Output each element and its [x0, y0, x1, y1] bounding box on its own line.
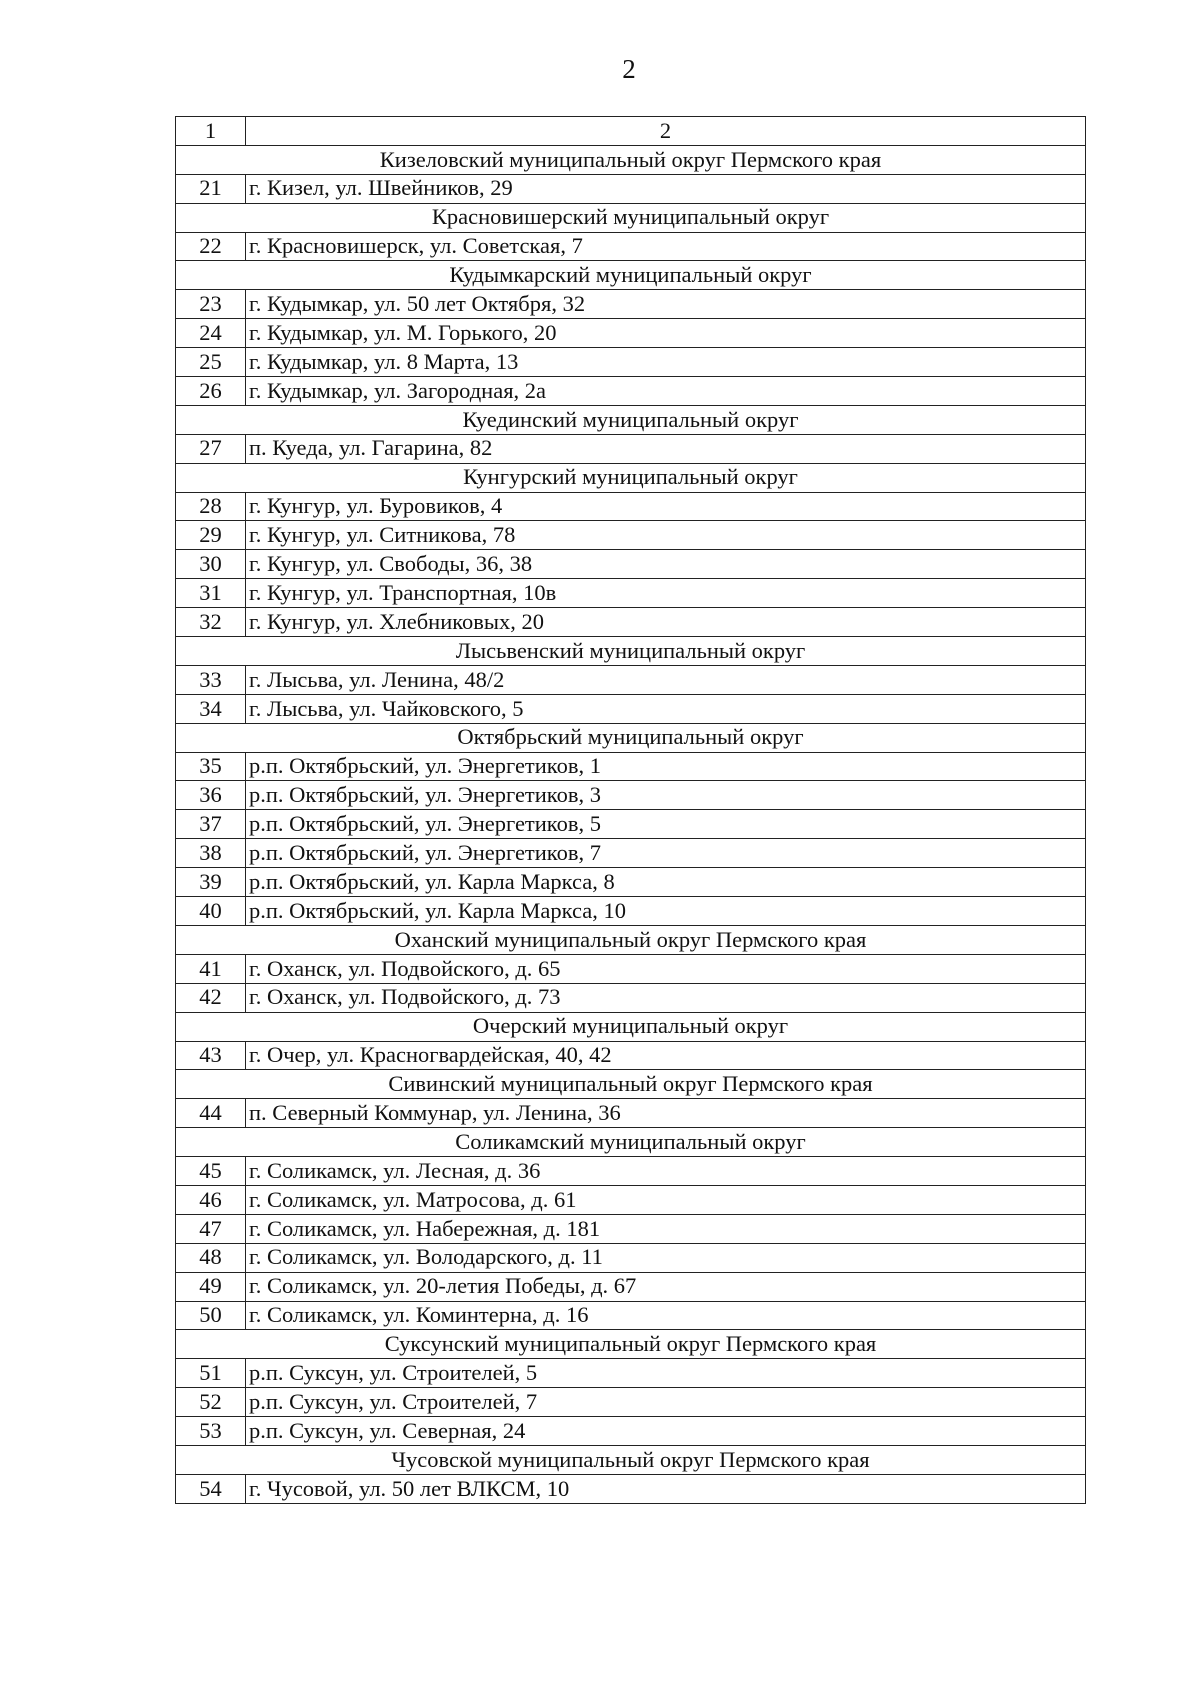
- row-address: г. Лысьва, ул. Ленина, 48/2: [246, 665, 1086, 694]
- table-row: [176, 1359, 1086, 1388]
- row-number: 53: [176, 1417, 246, 1446]
- row-number: 45: [176, 1157, 246, 1186]
- table-row: [176, 290, 1086, 319]
- row-address: г. Кунгур, ул. Хлебниковых, 20: [246, 608, 1086, 637]
- row-address: г. Кудымкар, ул. Загородная, 2а: [246, 377, 1086, 406]
- row-address: р.п. Октябрьский, ул. Энергетиков, 1: [246, 752, 1086, 781]
- row-number: 39: [176, 868, 246, 897]
- district-row: [176, 463, 1086, 492]
- row-number: 27: [176, 434, 246, 463]
- district-row: [176, 1128, 1086, 1157]
- row-number: 22: [176, 232, 246, 261]
- row-address: п. Северный Коммунар, ул. Ленина, 36: [246, 1099, 1086, 1128]
- table-row: [176, 1474, 1086, 1503]
- table-row: [176, 319, 1086, 348]
- table-row: [176, 377, 1086, 406]
- row-number: 46: [176, 1185, 246, 1214]
- row-number: 23: [176, 290, 246, 319]
- table-row: [176, 1417, 1086, 1446]
- table-row: [176, 810, 1086, 839]
- district-name: Кунгурский муниципальный округ: [176, 463, 1086, 492]
- header-col-address: 2: [246, 117, 1086, 146]
- row-address: г. Оханск, ул. Подвойского, д. 65: [246, 954, 1086, 983]
- row-number: 29: [176, 521, 246, 550]
- row-address: г. Кунгур, ул. Свободы, 36, 38: [246, 550, 1086, 579]
- table-row: [176, 348, 1086, 377]
- row-address: г. Очер, ул. Красногвардейская, 40, 42: [246, 1041, 1086, 1070]
- row-number: 32: [176, 608, 246, 637]
- table-row: [176, 174, 1086, 203]
- row-number: 26: [176, 377, 246, 406]
- row-address: г. Кунгур, ул. Ситникова, 78: [246, 521, 1086, 550]
- table-row: [176, 608, 1086, 637]
- district-name: Оханский муниципальный округ Пермского края: [176, 925, 1086, 954]
- table-row: [176, 521, 1086, 550]
- district-row: [176, 405, 1086, 434]
- row-address: р.п. Суксун, ул. Строителей, 5: [246, 1359, 1086, 1388]
- table-row: [176, 550, 1086, 579]
- row-address: г. Соликамск, ул. Матросова, д. 61: [246, 1185, 1086, 1214]
- row-number: 24: [176, 319, 246, 348]
- table-row: [176, 752, 1086, 781]
- row-address: г. Лысьва, ул. Чайковского, 5: [246, 694, 1086, 723]
- table-row: [176, 1301, 1086, 1330]
- district-name: Кудымкарский муниципальный округ: [176, 261, 1086, 290]
- table-row: [176, 1243, 1086, 1272]
- row-address: п. Куеда, ул. Гагарина, 82: [246, 434, 1086, 463]
- table-row: [176, 1041, 1086, 1070]
- district-name: Куединский муниципальный округ: [176, 405, 1086, 434]
- row-address: р.п. Суксун, ул. Северная, 24: [246, 1417, 1086, 1446]
- row-number: 35: [176, 752, 246, 781]
- district-row: [176, 1012, 1086, 1041]
- district-row: [176, 1330, 1086, 1359]
- district-name: Октябрьский муниципальный округ: [176, 723, 1086, 752]
- row-number: 21: [176, 174, 246, 203]
- row-number: 33: [176, 665, 246, 694]
- row-address: г. Кудымкар, ул. М. Горького, 20: [246, 319, 1086, 348]
- table-row: [176, 983, 1086, 1012]
- table-row: [176, 434, 1086, 463]
- row-address: г. Кудымкар, ул. 50 лет Октября, 32: [246, 290, 1086, 319]
- table-row: [176, 1157, 1086, 1186]
- table-row: [176, 839, 1086, 868]
- table-row: [176, 781, 1086, 810]
- address-table-body: [176, 117, 1086, 1504]
- district-name: Лысьвенский муниципальный округ: [176, 637, 1086, 666]
- row-address: р.п. Октябрьский, ул. Энергетиков, 5: [246, 810, 1086, 839]
- row-number: 42: [176, 983, 246, 1012]
- district-row: [176, 637, 1086, 666]
- row-address: г. Чусовой, ул. 50 лет ВЛКСМ, 10: [246, 1474, 1086, 1503]
- row-number: 51: [176, 1359, 246, 1388]
- table-row: [176, 232, 1086, 261]
- row-number: 47: [176, 1214, 246, 1243]
- table-row: [176, 954, 1086, 983]
- row-address: г. Соликамск, ул. Володарского, д. 11: [246, 1243, 1086, 1272]
- district-name: Суксунский муниципальный округ Пермского края: [176, 1330, 1086, 1359]
- row-number: 40: [176, 897, 246, 926]
- table-row: [176, 579, 1086, 608]
- table-row: [176, 1272, 1086, 1301]
- district-row: [176, 925, 1086, 954]
- row-number: 41: [176, 954, 246, 983]
- row-address: г. Кунгур, ул. Транспортная, 10в: [246, 579, 1086, 608]
- district-row: [176, 261, 1086, 290]
- row-number: 52: [176, 1388, 246, 1417]
- address-table: [175, 116, 1086, 1504]
- table-row: [176, 665, 1086, 694]
- row-address: р.п. Октябрьский, ул. Энергетиков, 3: [246, 781, 1086, 810]
- row-address: г. Оханск, ул. Подвойского, д. 73: [246, 983, 1086, 1012]
- row-address: г. Кизел, ул. Швейников, 29: [246, 174, 1086, 203]
- row-address: г. Красновишерск, ул. Советская, 7: [246, 232, 1086, 261]
- row-number: 31: [176, 579, 246, 608]
- district-name: Чусовской муниципальный округ Пермского края: [176, 1445, 1086, 1474]
- table-row: [176, 1099, 1086, 1128]
- district-name: Кизеловский муниципальный округ Пермского края: [176, 145, 1086, 174]
- row-number: 49: [176, 1272, 246, 1301]
- row-number: 28: [176, 492, 246, 521]
- row-number: 38: [176, 839, 246, 868]
- row-address: р.п. Октябрьский, ул. Карла Маркса, 8: [246, 868, 1086, 897]
- row-number: 36: [176, 781, 246, 810]
- district-name: Очерский муниципальный округ: [176, 1012, 1086, 1041]
- header-col-number: 1: [176, 117, 246, 146]
- table-row: [176, 694, 1086, 723]
- district-name: Соликамский муниципальный округ: [176, 1128, 1086, 1157]
- district-name: Красновишерский муниципальный округ: [176, 203, 1086, 232]
- row-number: 44: [176, 1099, 246, 1128]
- table-row: [176, 492, 1086, 521]
- district-row: [176, 1070, 1086, 1099]
- row-address: р.п. Октябрьский, ул. Энергетиков, 7: [246, 839, 1086, 868]
- row-number: 50: [176, 1301, 246, 1330]
- table-row: [176, 897, 1086, 926]
- district-row: [176, 145, 1086, 174]
- row-address: г. Кунгур, ул. Буровиков, 4: [246, 492, 1086, 521]
- row-number: 54: [176, 1474, 246, 1503]
- district-name: Сивинский муниципальный округ Пермского края: [176, 1070, 1086, 1099]
- row-address: г. Соликамск, ул. 20-летия Победы, д. 67: [246, 1272, 1086, 1301]
- table-row: [176, 868, 1086, 897]
- table-row: [176, 1185, 1086, 1214]
- table-row: [176, 1214, 1086, 1243]
- district-row: [176, 723, 1086, 752]
- district-row: [176, 1445, 1086, 1474]
- row-address: р.п. Суксун, ул. Строителей, 7: [246, 1388, 1086, 1417]
- table-row: [176, 1388, 1086, 1417]
- row-number: 30: [176, 550, 246, 579]
- row-address: р.п. Октябрьский, ул. Карла Маркса, 10: [246, 897, 1086, 926]
- row-address: г. Соликамск, ул. Лесная, д. 36: [246, 1157, 1086, 1186]
- row-address: г. Соликамск, ул. Набережная, д. 181: [246, 1214, 1086, 1243]
- row-number: 43: [176, 1041, 246, 1070]
- district-row: [176, 203, 1086, 232]
- row-number: 25: [176, 348, 246, 377]
- page-number: 2: [622, 54, 636, 84]
- row-number: 37: [176, 810, 246, 839]
- row-address: г. Кудымкар, ул. 8 Марта, 13: [246, 348, 1086, 377]
- row-address: г. Соликамск, ул. Коминтерна, д. 16: [246, 1301, 1086, 1330]
- row-number: 48: [176, 1243, 246, 1272]
- row-number: 34: [176, 694, 246, 723]
- table-header-row: [176, 117, 1086, 146]
